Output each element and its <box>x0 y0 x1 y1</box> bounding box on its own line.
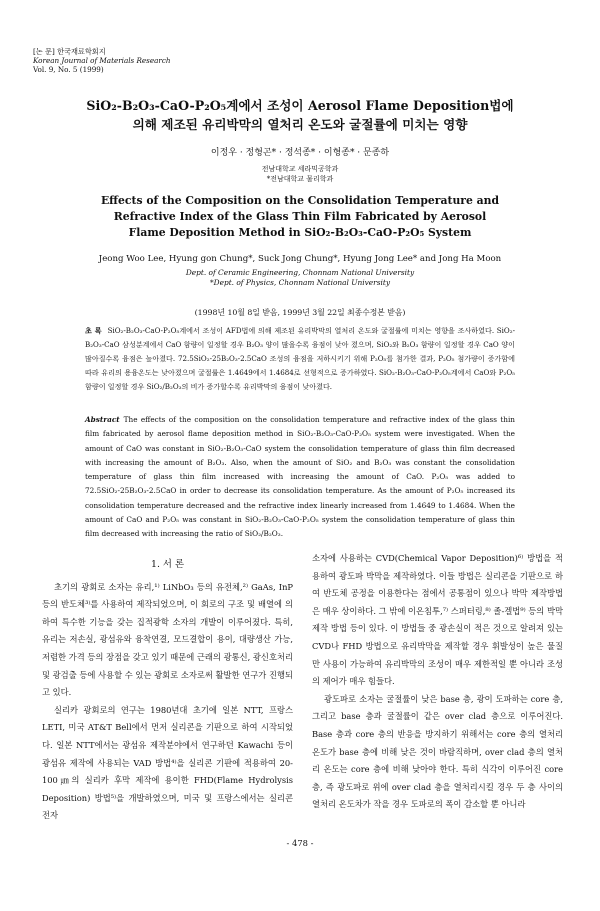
title-korean-line2: 의해 제조된 유리박막의 열처리 온도와 굴절률에 미치는 영향 <box>132 117 468 132</box>
journal-name-en: Korean Journal of Materials Research <box>33 55 171 65</box>
body-column-right <box>312 550 563 814</box>
affiliations-korean <box>0 164 600 184</box>
affiliation-korean-1: 전남대학교 세라믹공학과 <box>261 165 339 173</box>
abstract-english-text: The effects of the composition on the consolidation temperature and refractive index of the glass thin film fabricated by aerosol flame deposition method in SiO₂-B₂O₃-CaO-P₂O₅ system were investigated. When the amount of CaO was constant in SiO₂-B₂O₃-CaO system the consolidation temperature of glass thin film decreased with increasing the amount of B₂O₃. Also, when the amount of SiO₂ and B₂O₃ was constant the consolidation temperature of glass thin film increased with increasing the amount of CaO. P₂O₅ was added to 72.5SiO₂-25B₂O₃-2.5CaO in order to decrease its consolidation temperature. As the amount of P₂O₅ increased its consolidation temperature decreased and the refractive index linearly increased from 1.4649 to 1.4684. When the amount of CaO and P₂O₅ was constant in SiO₂-B₂O₃-CaO-P₂O₅ system the consolidation temperature of glass thin film decreased with increasing the ratio of SiO₂/B₂O₃. <box>85 415 515 539</box>
title-korean-line1: SiO₂-B₂O₃-CaO-P₂O₅계에서 조성이 Aerosol Flame Deposition법에 <box>86 98 514 113</box>
affiliations-english <box>0 268 600 288</box>
abstract-korean-label: 초 록 <box>85 326 102 335</box>
affiliation-korean-2: *전남대학교 물리학과 <box>266 175 334 183</box>
body-paragraph: 초기의 광회로 소자는 유리,¹⁾ LiNbO₃ 등의 유전체,²⁾ GaAs, InP 등의 반도체³⁾를 사용하여 제작되었으며, 이 회로의 구조 및 배열에 의하여 특수한 기능을 갖는 집적광학 소자의 개발이 이루어졌다. 특히, 유리는 저손실, 광섬유와 융착연결, 모드결합이 용이, 대량생산 가능, 저렴한 가격 등의 장점을 갖고 있기 때문에 근래의 광통신, 광신호처리 및 광검출 등에 사용할 수 있는 광회로 소자로써 활발한 연구가 진행되고 있다. <box>42 581 293 698</box>
journal-name-ko: [논 문] 한국재료학회지 <box>33 47 106 56</box>
journal-header <box>33 48 171 74</box>
title-english-line2: Refractive Index of the Glass Thin Film Fabricated by Aerosol <box>113 210 487 223</box>
abstract-english <box>85 413 515 542</box>
body-paragraph: 광도파로 소자는 굴절률이 낮은 base 층, 광이 도파하는 core 층, 그리고 base 층과 굴절률이 같은 over clad 층으로 이루어진다. Base 층과 core 층의 반응을 방지하기 위해서는 core 층의 열처리 온도가 base 층에 비해 낮은 것이 바람직하며, over clad 층의 열처리 온도는 core 층에 비해 낮아야 한다. 특히 식각이 이루어진 core 층, 즉 광도파로 위에 over clad 층을 열처리시킬 경우 두 층 사이의 열처리 온도차가 작을 경우 도파로의 폭이 감소할 뿐 아니라 <box>312 693 563 810</box>
title-english <box>40 193 560 241</box>
journal-volume: Vol. 9, No. 5 (1999) <box>33 64 104 74</box>
title-english-line1: Effects of the Composition on the Consolidation Temperature and <box>100 194 500 207</box>
body-paragraph: 소자에 사용하는 CVD(Chemical Vapor Deposition)⁶⁾ 방법을 적용하여 광도파 박막을 제작하였다. 이들 방법은 실리콘을 기판으로 하여 반도체 공정을 이용한다는 점에서 공통점이 있으나 박막 제작방법은 매우 상이하다. 그 밖에 이온침투,⁷⁾ 스퍼터링,⁸⁾ 졸-겔법⁹⁾ 등의 박막제작 방법 등이 있다. 이 방법들 중 광손실이 적은 것으로 알려져 있는 CVD나 FHD 방법으로 유리박막을 제작할 경우 휘발성이 높은 물질만 사용이 가능하여 유리박막의 조성이 매우 제한적일 뿐 아니라 조성의 제어가 매우 힘들다. <box>312 553 563 687</box>
title-korean <box>20 96 580 134</box>
received-date: (1998년 10월 8일 받음, 1999년 3월 22일 최종수정본 받음) <box>194 308 406 317</box>
abstract-korean <box>85 324 515 394</box>
body-paragraph: 실리카 광회로의 연구는 1980년대 초기에 일본 NTT, 프랑스 LETI, 미국 AT&T Bell에서 먼저 실리콘을 기판으로 하여 시작되었다. 일본 NTT에서는 광섬유 제작분야에서 연구하던 Kawachi 등이 광섬유 제작에 사용되는 VAD 방법⁴⁾을 실리콘 기판에 적용하여 20-100㎛의 실리카 후막 제작에 용이한 FHD(Flame Hydrolysis Deposition) 방법⁵⁾을 개발하였으며, 미국 및 프랑스에서는 실리콘 전자 <box>42 704 293 821</box>
authors-korean: 이정우 · 정형곤* · 정석종* · 이형종* · 문종하 <box>210 148 390 158</box>
abstract-english-label: Abstract <box>85 415 120 424</box>
affiliation-english-2: *Dept. of Physics, Chonnam National University <box>209 278 391 287</box>
affiliation-english-1: Dept. of Ceramic Engineering, Chonnam National University <box>185 268 415 277</box>
title-english-line3: Flame Deposition Method in SiO₂-B₂O₃-CaO-P₂O₅ System <box>128 226 472 239</box>
page-number: - 478 - <box>286 838 314 848</box>
section-heading: 1. 서 론 <box>150 559 185 570</box>
authors-english: Jeong Woo Lee, Hyung gon Chung*, Suck Jong Chung*, Hyung Jong Lee* and Jong Ha Moon <box>98 254 502 264</box>
body-column-left <box>42 550 293 825</box>
abstract-korean-text: SiO₂-B₂O₃-CaO-P₂O₅계에서 조성이 AFD법에 의해 제조된 유리박막의 열처리 온도와 굴절률에 미치는 영향을 조사하였다. SiO₂-B₂O₃-CaO 삼성분계에서 CaO 함량이 일정할 경우 B₂O₃ 양이 많을수록 융점이 낮아 졌으며, SiO₂와 B₂O₃ 함량이 일정할 경우 CaO 양이 많아질수록 융점은 높아졌다. 72.5SiO₂-25B₂O₃-2.5CaO 조성의 융점을 저하시키기 위해 P₂O₅를 첨가한 결과, P₂O₅ 첨가량이 증가함에 따라 유리의 용융온도는 낮아졌으며 굴절률은 1.4649에서 1.4684로 선형적으로 증가하였다. SiO₂-B₂O₃-CaO-P₂O₅계에서 CaO와 P₂O₅ 함량이 일정할 경우 SiO₂/B₂O₃의 비가 증가할수록 유리박막의 융점이 낮아졌다. <box>85 326 515 391</box>
